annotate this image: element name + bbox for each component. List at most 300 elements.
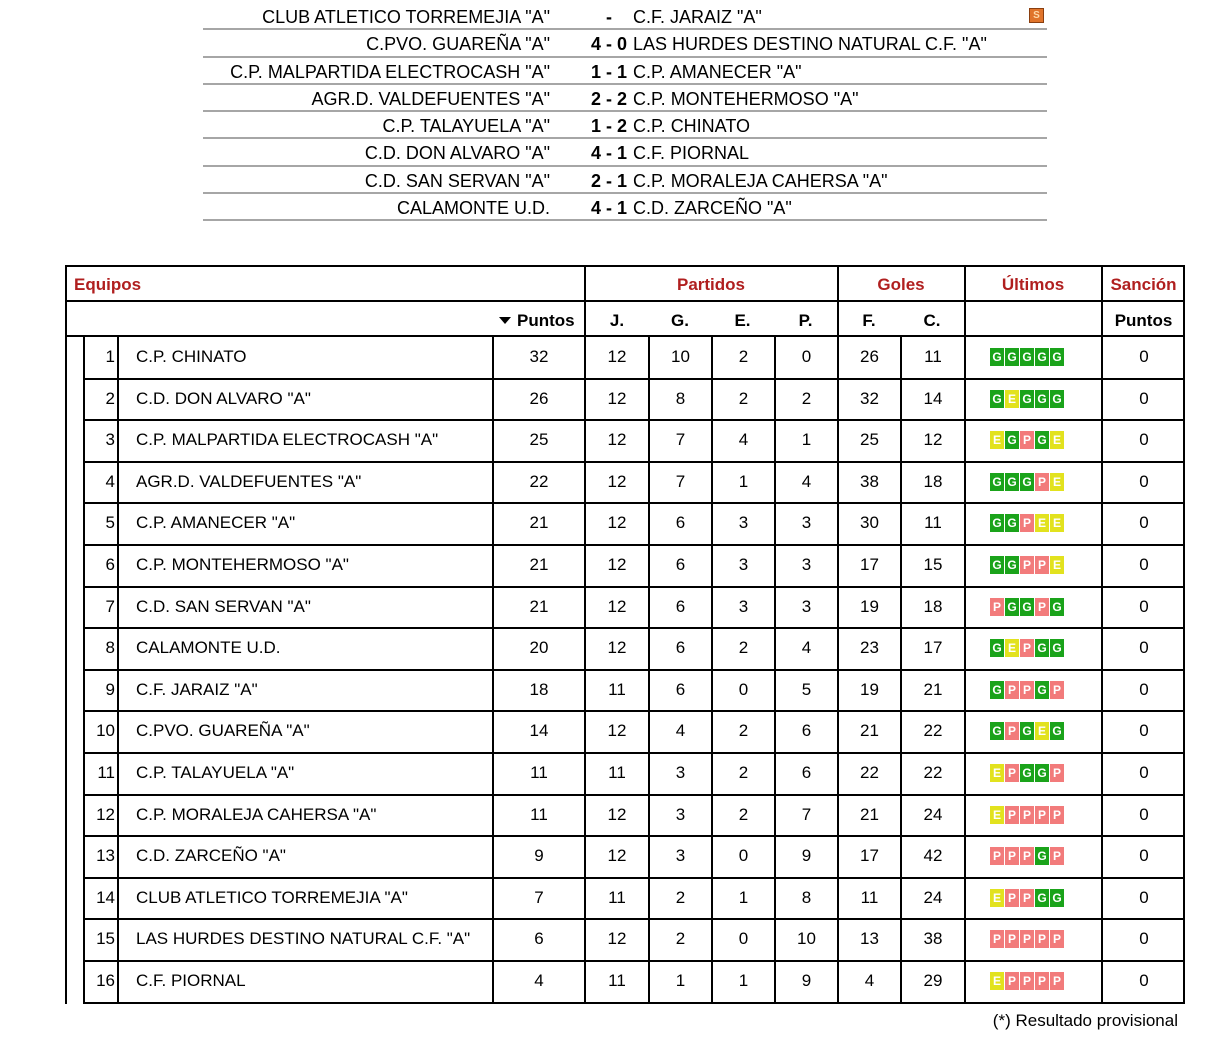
match-score: 1 - 1	[590, 61, 628, 82]
played: 11	[608, 763, 626, 782]
played: 12	[607, 846, 627, 866]
result-badge: G	[1005, 556, 1019, 574]
points: 18	[529, 679, 549, 699]
position: 6	[105, 555, 115, 574]
last-five-results	[990, 598, 1064, 616]
sanction-points: 0	[1139, 721, 1149, 741]
result-badge: G	[1050, 598, 1064, 616]
result-badge: P	[1020, 681, 1034, 699]
lost: 3	[801, 596, 812, 616]
result-badge: P	[1020, 556, 1034, 574]
result-badge: G	[1020, 764, 1034, 782]
away-team: C.P. MORALEJA CAHERSA "A"	[633, 170, 888, 191]
team-name[interactable]: C.P. MORALEJA CAHERSA "A"	[136, 804, 377, 824]
won: 3	[675, 846, 686, 866]
result-badge: E	[990, 806, 1004, 824]
result-badge: P	[990, 847, 1004, 865]
header-sancion: Sanción	[1110, 275, 1177, 294]
result-badge: P	[1035, 473, 1049, 491]
points: 21	[529, 596, 549, 616]
result-badge: G	[990, 681, 1004, 699]
last-five-results	[990, 722, 1064, 740]
match-row	[203, 112, 1047, 139]
won: 6	[675, 679, 686, 699]
header-f: F.	[862, 311, 876, 330]
goals-against: 15	[923, 555, 943, 574]
played: 12	[607, 804, 627, 824]
match-results-list	[203, 3, 1047, 221]
sanction-points: 0	[1139, 763, 1149, 782]
position: 9	[105, 679, 115, 699]
row-divider	[83, 669, 1185, 671]
drawn: 2	[738, 721, 749, 741]
result-badge: E	[1050, 473, 1064, 491]
header-sancion-puntos: Puntos	[1114, 311, 1173, 330]
result-badge: P	[1035, 598, 1049, 616]
team-name[interactable]: C.PVO. GUAREÑA "A"	[136, 721, 310, 741]
goals-against: 12	[923, 430, 943, 450]
drawn: 2	[738, 763, 749, 782]
result-badge: P	[1020, 847, 1034, 865]
points: 11	[530, 804, 548, 824]
won: 7	[675, 471, 686, 491]
drawn: 2	[738, 388, 749, 408]
goals-for: 11	[860, 887, 879, 907]
goals-against: 14	[923, 388, 943, 408]
result-badge: P	[1035, 972, 1049, 990]
standings-table	[65, 265, 1185, 1002]
goals-against: 11	[924, 513, 942, 533]
result-badge: G	[1035, 764, 1049, 782]
team-name[interactable]: C.D. ZARCEÑO "A"	[136, 846, 286, 866]
header-divider	[65, 300, 1185, 302]
played: 12	[607, 513, 627, 533]
goals-against: 17	[923, 638, 943, 658]
goals-against: 24	[923, 804, 943, 824]
drawn: 0	[738, 679, 749, 699]
points: 6	[534, 929, 544, 949]
row-divider	[83, 544, 1185, 546]
header-equipos: Equipos	[74, 275, 142, 294]
result-badge: G	[1035, 431, 1049, 449]
played: 12	[607, 388, 627, 408]
goals-for: 13	[860, 929, 879, 949]
goals-for: 17	[860, 555, 879, 574]
home-team: C.P. MALPARTIDA ELECTROCASH "A"	[230, 61, 550, 82]
won: 3	[675, 804, 686, 824]
won: 2	[675, 887, 686, 907]
drawn: 1	[738, 971, 749, 990]
result-badge: G	[1050, 889, 1064, 907]
result-badge: G	[990, 390, 1004, 408]
played: 11	[608, 887, 626, 907]
points: 9	[534, 846, 544, 866]
row-divider	[83, 752, 1185, 754]
sanction-points: 0	[1139, 887, 1149, 907]
sanction-points: 0	[1139, 471, 1149, 491]
drawn: 2	[738, 347, 749, 366]
last-five-results	[990, 972, 1064, 990]
result-badge: G	[1020, 598, 1034, 616]
row-divider	[83, 627, 1185, 629]
team-name[interactable]: C.P. AMANECER "A"	[136, 513, 296, 533]
team-name[interactable]: C.P. MALPARTIDA ELECTROCASH "A"	[136, 430, 439, 450]
drawn: 2	[738, 804, 749, 824]
goals-for: 38	[860, 471, 879, 491]
won: 6	[675, 638, 686, 658]
drawn: 3	[738, 596, 749, 616]
played: 12	[607, 721, 627, 741]
row-divider	[83, 1002, 1185, 1004]
header-partidos: Partidos	[676, 275, 746, 294]
played: 12	[607, 596, 627, 616]
points: 4	[534, 971, 544, 990]
won: 6	[675, 596, 686, 616]
played: 12	[607, 555, 627, 574]
away-team: C.D. ZARCEÑO "A"	[633, 198, 792, 219]
result-badge: G	[990, 348, 1004, 366]
match-score: 1 - 2	[590, 116, 628, 137]
row-divider	[83, 918, 1185, 920]
result-badge: P	[1020, 639, 1034, 657]
points: 32	[529, 347, 549, 366]
result-badge: P	[1050, 972, 1064, 990]
away-team: C.P. MONTEHERMOSO "A"	[633, 88, 859, 109]
goals-against: 22	[923, 721, 943, 741]
match-row	[203, 58, 1047, 85]
match-row	[203, 194, 1047, 221]
drawn: 3	[738, 513, 749, 533]
last-five-results	[990, 514, 1064, 532]
header-bottom-border	[65, 335, 1185, 337]
goals-for: 30	[860, 513, 879, 533]
result-badge: P	[990, 598, 1004, 616]
table-left-border-body	[65, 337, 67, 1004]
result-badge: G	[990, 722, 1004, 740]
away-team: C.P. AMANECER "A"	[633, 61, 802, 82]
team-name[interactable]: CALAMONTE U.D.	[136, 638, 281, 658]
match-score: 2 - 1	[590, 170, 628, 191]
match-score: 4 - 1	[590, 198, 628, 219]
drawn: 4	[738, 430, 749, 450]
position: 12	[96, 804, 115, 824]
goals-against: 21	[923, 679, 943, 699]
lost: 7	[801, 804, 812, 824]
lost: 9	[801, 846, 812, 866]
goals-for: 17	[860, 846, 879, 866]
won: 3	[675, 763, 686, 782]
header-j: J.	[609, 311, 625, 330]
home-team: C.D. DON ALVARO "A"	[364, 143, 550, 164]
sanction-points: 0	[1139, 596, 1149, 616]
result-badge: G	[1005, 473, 1019, 491]
row-divider	[83, 378, 1185, 380]
away-team: C.F. JARAIZ "A"	[633, 7, 762, 27]
position: 16	[96, 971, 115, 990]
team-name[interactable]: C.P. TALAYUELA "A"	[136, 763, 295, 782]
result-badge: E	[990, 431, 1004, 449]
lost: 5	[801, 679, 812, 699]
result-badge: P	[1020, 806, 1034, 824]
result-badge: G	[1035, 348, 1049, 366]
goals-against: 42	[923, 846, 943, 866]
position: 4	[105, 471, 115, 491]
last-five-results	[990, 847, 1064, 865]
team-name[interactable]: C.P. CHINATO	[136, 347, 247, 366]
goals-for: 26	[860, 347, 879, 366]
row-divider	[83, 877, 1185, 879]
last-five-results	[990, 639, 1064, 657]
home-team: C.P. TALAYUELA "A"	[382, 116, 550, 137]
lost: 1	[801, 430, 812, 450]
goals-for: 19	[860, 679, 879, 699]
sanction-points: 0	[1139, 638, 1149, 658]
last-five-results	[990, 681, 1064, 699]
result-badge: E	[1050, 431, 1064, 449]
sanction-points: 0	[1139, 513, 1149, 533]
result-badge: P	[1005, 847, 1019, 865]
position: 7	[105, 596, 115, 616]
match-row	[203, 3, 1047, 30]
sanction-points: 0	[1139, 555, 1149, 574]
last-five-results	[990, 473, 1064, 491]
played: 12	[607, 347, 627, 366]
result-badge: E	[1050, 556, 1064, 574]
sanction-points: 0	[1139, 929, 1149, 949]
result-badge: P	[1035, 806, 1049, 824]
result-badge: E	[1035, 514, 1049, 532]
drawn: 0	[738, 929, 749, 949]
drawn: 1	[738, 887, 749, 907]
team-name[interactable]: C.D. DON ALVARO "A"	[136, 388, 311, 408]
result-badge: P	[1050, 764, 1064, 782]
result-badge: G	[1050, 348, 1064, 366]
home-team: AGR.D. VALDEFUENTES "A"	[311, 88, 550, 109]
team-name[interactable]: CLUB ATLETICO TORREMEJIA "A"	[136, 887, 408, 907]
match-row	[203, 85, 1047, 112]
won: 1	[675, 971, 686, 990]
header-c: C.	[923, 311, 941, 330]
last-five-results	[990, 431, 1064, 449]
played: 12	[607, 430, 627, 450]
row-divider	[83, 835, 1185, 837]
result-badge: P	[1035, 556, 1049, 574]
result-badge: G	[1035, 889, 1049, 907]
points: 20	[529, 638, 549, 658]
result-badge: P	[1005, 972, 1019, 990]
position: 8	[105, 638, 115, 658]
result-badge: E	[990, 972, 1004, 990]
row-divider	[83, 586, 1185, 588]
match-row	[203, 30, 1047, 57]
column-group-divider	[964, 265, 966, 1004]
goals-for: 19	[860, 596, 879, 616]
result-badge: E	[1005, 639, 1019, 657]
position: 3	[105, 430, 115, 450]
goals-against: 38	[923, 929, 943, 949]
suspended-icon[interactable]: S	[1029, 8, 1044, 23]
played: 11	[608, 679, 626, 699]
won: 10	[671, 347, 690, 366]
position: 15	[96, 929, 115, 949]
points: 22	[529, 471, 549, 491]
lost: 4	[801, 471, 812, 491]
won: 6	[675, 513, 686, 533]
last-five-results	[990, 390, 1064, 408]
drawn: 2	[738, 638, 749, 658]
position: 14	[96, 887, 115, 907]
result-badge: G	[1050, 639, 1064, 657]
row-divider	[83, 794, 1185, 796]
goals-for: 23	[860, 638, 879, 658]
points: 26	[529, 388, 549, 408]
team-name[interactable]: C.F. PIORNAL	[136, 971, 246, 990]
result-badge: E	[1035, 722, 1049, 740]
lost: 6	[801, 721, 812, 741]
result-badge: G	[1005, 598, 1019, 616]
won: 2	[675, 929, 686, 949]
team-name[interactable]: LAS HURDES DESTINO NATURAL C.F. "A"	[136, 929, 471, 949]
result-badge: G	[990, 473, 1004, 491]
goals-for: 25	[860, 430, 879, 450]
result-badge: G	[1005, 348, 1019, 366]
result-badge: G	[1050, 722, 1064, 740]
lost: 3	[801, 513, 812, 533]
home-team: CALAMONTE U.D.	[396, 198, 550, 219]
sanction-points: 0	[1139, 430, 1149, 450]
goals-for: 22	[860, 763, 879, 782]
lost: 10	[797, 929, 816, 949]
result-badge: G	[990, 639, 1004, 657]
sort-desc-icon	[499, 317, 511, 324]
position: 13	[96, 846, 115, 866]
table-top-border	[65, 265, 1185, 267]
lost: 4	[801, 638, 812, 658]
row-divider	[83, 960, 1185, 962]
lost: 0	[801, 347, 812, 366]
result-badge: P	[1005, 889, 1019, 907]
goals-against: 22	[923, 763, 943, 782]
result-badge: E	[990, 764, 1004, 782]
away-team: C.P. CHINATO	[633, 116, 751, 137]
goals-against: 11	[924, 347, 942, 366]
points: 21	[529, 513, 549, 533]
sanction-points: 0	[1139, 804, 1149, 824]
result-badge: P	[1050, 930, 1064, 948]
sanction-points: 0	[1139, 846, 1149, 866]
lost: 2	[801, 388, 812, 408]
lost: 9	[801, 971, 812, 990]
goals-against: 18	[923, 471, 943, 491]
goals-for: 21	[860, 804, 879, 824]
team-name[interactable]: C.D. SAN SERVAN "A"	[136, 596, 311, 616]
result-badge: G	[990, 556, 1004, 574]
last-five-results	[990, 930, 1064, 948]
row-divider	[83, 502, 1185, 504]
header-puntos-sort[interactable]	[499, 311, 575, 331]
result-badge: P	[1005, 930, 1019, 948]
result-badge: G	[1020, 473, 1034, 491]
header-ultimos: Últimos	[1001, 275, 1065, 294]
result-badge: G	[1020, 348, 1034, 366]
match-row	[203, 167, 1047, 194]
position: 2	[105, 388, 115, 408]
last-five-results	[990, 764, 1064, 782]
goals-against: 18	[923, 596, 943, 616]
won: 6	[675, 555, 686, 574]
away-team: LAS HURDES DESTINO NATURAL C.F. "A"	[633, 34, 987, 55]
result-badge: P	[1050, 806, 1064, 824]
result-badge: G	[1005, 514, 1019, 532]
points: 25	[529, 430, 549, 450]
lost: 3	[801, 555, 812, 574]
points: 21	[529, 555, 549, 574]
position: 10	[96, 721, 115, 741]
position: 11	[97, 763, 115, 782]
result-badge: P	[1005, 681, 1019, 699]
points: 11	[530, 763, 548, 782]
footnote: (*) Resultado provisional	[992, 1011, 1178, 1030]
result-badge: P	[1035, 930, 1049, 948]
goals-for: 21	[860, 721, 879, 741]
last-five-results	[990, 348, 1064, 366]
team-name[interactable]: C.P. MONTEHERMOSO "A"	[136, 555, 349, 574]
result-badge: E	[1005, 390, 1019, 408]
result-badge: P	[990, 930, 1004, 948]
drawn: 3	[738, 555, 749, 574]
result-badge: P	[1020, 972, 1034, 990]
drawn: 0	[738, 846, 749, 866]
position: 5	[105, 513, 115, 533]
row-divider	[83, 461, 1185, 463]
result-badge: G	[1035, 639, 1049, 657]
result-badge: G	[1005, 431, 1019, 449]
result-badge: P	[1005, 722, 1019, 740]
goals-for: 4	[864, 971, 875, 990]
result-badge: E	[1050, 514, 1064, 532]
team-name[interactable]: C.F. JARAIZ "A"	[136, 679, 258, 699]
goals-against: 24	[923, 887, 943, 907]
last-five-results	[990, 889, 1064, 907]
team-name[interactable]: AGR.D. VALDEFUENTES "A"	[136, 471, 362, 491]
result-badge: P	[1020, 514, 1034, 532]
points: 7	[534, 887, 544, 907]
won: 8	[675, 388, 686, 408]
result-badge: G	[1050, 390, 1064, 408]
result-badge: P	[1050, 681, 1064, 699]
goals-for: 32	[860, 388, 879, 408]
result-badge: P	[1005, 764, 1019, 782]
match-score: -	[606, 7, 612, 27]
row-divider	[83, 419, 1185, 421]
match-row	[203, 139, 1047, 166]
result-badge: P	[1020, 930, 1034, 948]
match-score: 4 - 0	[590, 34, 628, 55]
points: 14	[529, 721, 549, 741]
table-left-border	[65, 265, 67, 337]
result-badge: P	[1005, 806, 1019, 824]
drawn: 1	[738, 471, 749, 491]
header-g: G.	[671, 311, 689, 330]
match-score: 4 - 1	[590, 143, 628, 164]
result-badge: P	[1020, 431, 1034, 449]
home-team: CLUB ATLETICO TORREMEJIA "A"	[262, 7, 550, 27]
sanction-points: 0	[1139, 388, 1149, 408]
header-goles: Goles	[877, 275, 925, 294]
sanction-points: 0	[1139, 679, 1149, 699]
match-score: 2 - 2	[590, 88, 628, 109]
result-badge: G	[1035, 681, 1049, 699]
